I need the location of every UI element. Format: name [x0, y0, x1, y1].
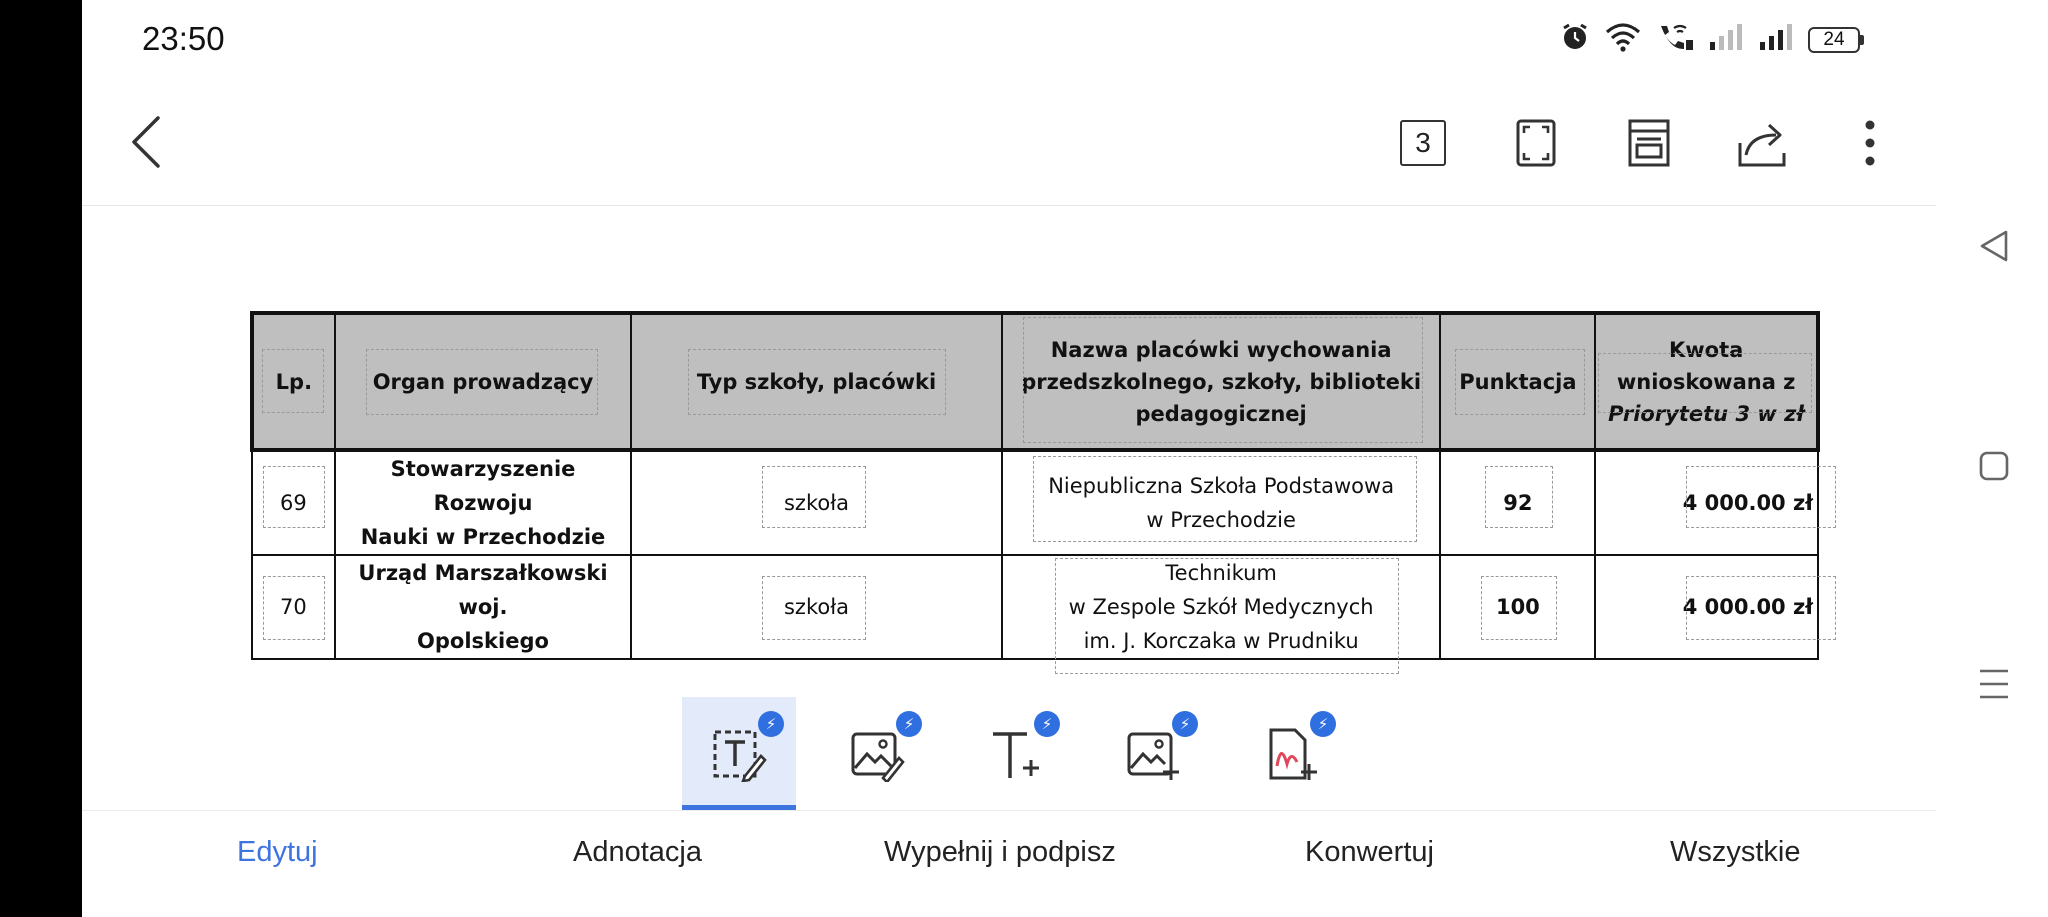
cell-kwota[interactable]: 4 000.00 zł — [1595, 450, 1818, 555]
tab-all[interactable]: Wszystkie — [1670, 836, 1801, 868]
header-nazwa[interactable]: Nazwa placówki wychowania przedszkolnego, szkoły, biblioteki pedagogicznej — [1002, 313, 1441, 450]
cell-lp[interactable]: 69 — [252, 450, 335, 555]
edit-text-icon — [711, 726, 767, 782]
add-image-icon — [1125, 726, 1181, 782]
share-button[interactable] — [1736, 117, 1788, 169]
status-time: 23:50 — [142, 20, 225, 57]
signal-strong-icon — [1758, 22, 1794, 57]
alarm-icon — [1560, 22, 1590, 57]
edit-image-icon — [849, 726, 905, 782]
page-count-button[interactable] — [1397, 117, 1449, 169]
recents-menu-icon — [1978, 667, 2010, 701]
document-table — [250, 311, 1820, 660]
tools-divider — [82, 810, 1936, 811]
bolt-icon: ⚡ — [758, 711, 784, 737]
cell-organ[interactable]: Stowarzyszenie Rozwoju Nauki w Przechodzie — [335, 450, 631, 555]
cell-nazwa[interactable]: Niepubliczna Szkoła Podstawowa w Przechodzie — [1002, 450, 1441, 555]
system-nav-bar — [1936, 0, 2048, 917]
home-square-icon — [1978, 450, 2010, 482]
system-home-button[interactable] — [1976, 448, 2012, 484]
more-options-button[interactable] — [1844, 117, 1896, 169]
fit-screen-button[interactable] — [1510, 117, 1562, 169]
share-icon — [1736, 119, 1788, 167]
tab-edit[interactable]: Edytuj — [237, 836, 318, 868]
cell-nazwa[interactable]: Technikum w Zespole Szkół Medycznych im. J. Korczaka w Prudniku — [1002, 555, 1441, 659]
add-signature-page-tool[interactable] — [1234, 697, 1348, 811]
table-row — [252, 555, 1818, 659]
battery-level: 24 — [1808, 27, 1860, 53]
back-arrow-icon — [128, 114, 164, 170]
back-button[interactable] — [122, 112, 170, 172]
header-kwota[interactable]: Kwota wnioskowana z Priorytetu 3 w zł — [1595, 313, 1818, 450]
header-lp[interactable]: Lp. — [252, 313, 335, 450]
table-header-row — [252, 313, 1818, 450]
cell-typ[interactable]: szkoła — [631, 555, 1002, 659]
bolt-icon: ⚡ — [896, 711, 922, 737]
left-black-bar — [0, 0, 82, 917]
tab-annotate[interactable]: Adnotacja — [573, 836, 702, 868]
tab-fill-sign[interactable]: Wypełnij i podpisz — [884, 836, 1116, 868]
add-text-tool[interactable] — [958, 697, 1072, 811]
bolt-icon: ⚡ — [1310, 711, 1336, 737]
tab-convert[interactable]: Konwertuj — [1305, 836, 1434, 868]
system-recents-button[interactable] — [1976, 666, 2012, 702]
battery-icon — [1808, 27, 1864, 53]
cell-lp[interactable]: 70 — [252, 555, 335, 659]
edit-tools — [682, 697, 1372, 811]
header-typ[interactable]: Typ szkoły, placówki — [631, 313, 1002, 450]
status-icons — [1560, 22, 1864, 57]
cell-kwota[interactable]: 4 000.00 zł — [1595, 555, 1818, 659]
system-back-button[interactable] — [1976, 228, 2012, 264]
wifi-call-icon — [1656, 22, 1694, 57]
bolt-icon: ⚡ — [1172, 711, 1198, 737]
edit-image-tool[interactable] — [820, 697, 934, 811]
fit-screen-icon — [1516, 119, 1556, 167]
edit-text-tool[interactable] — [682, 697, 796, 811]
add-signature-page-icon — [1263, 726, 1319, 782]
signal-weak-icon — [1708, 22, 1744, 57]
pdf-editor-app — [82, 0, 1936, 917]
header-punktacja[interactable]: Punktacja — [1440, 313, 1595, 450]
cell-typ[interactable]: szkoła — [631, 450, 1002, 555]
back-triangle-icon — [1978, 229, 2010, 263]
more-vertical-icon — [1864, 119, 1876, 167]
bottom-tab-bar — [82, 836, 1936, 896]
cell-punktacja[interactable]: 92 — [1440, 450, 1595, 555]
cell-punktacja[interactable]: 100 — [1440, 555, 1595, 659]
page-count-icon: 3 — [1400, 120, 1446, 166]
cell-organ[interactable]: Urząd Marszałkowski woj. Opolskiego — [335, 555, 631, 659]
add-text-icon — [987, 726, 1043, 782]
header-organ[interactable]: Organ prowadzący — [335, 313, 631, 450]
reflow-button[interactable] — [1623, 117, 1675, 169]
wifi-icon — [1604, 22, 1642, 57]
reflow-icon — [1628, 119, 1670, 167]
add-image-tool[interactable] — [1096, 697, 1210, 811]
bolt-icon: ⚡ — [1034, 711, 1060, 737]
table-row — [252, 450, 1818, 555]
toolbar-divider — [82, 205, 1936, 206]
